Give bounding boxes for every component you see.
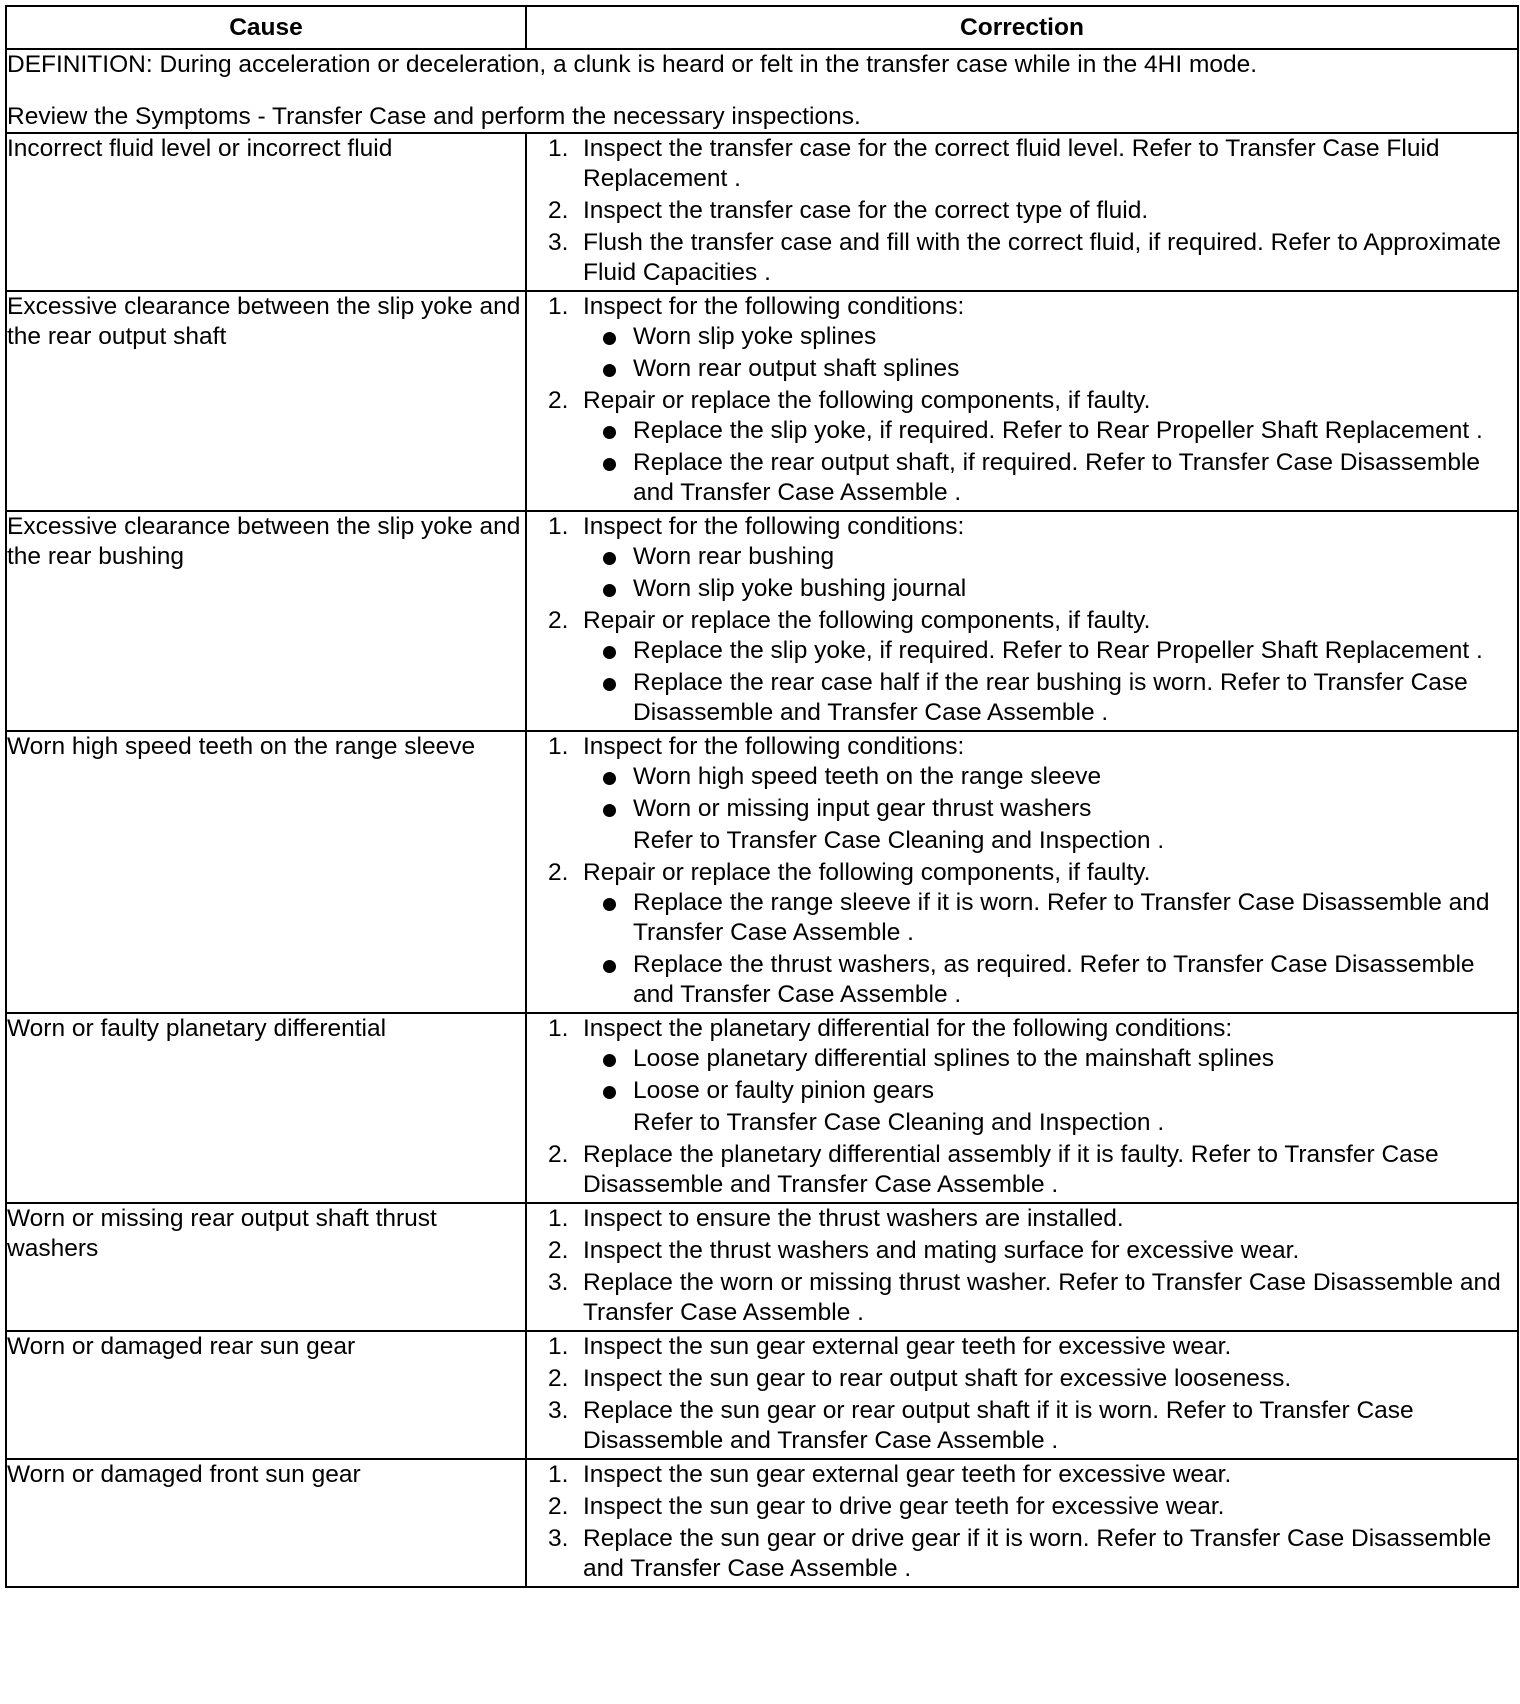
- step-text: Replace the sun gear or drive gear if it is worn. Refer to Transfer Case Disassemble and Transfer Case Assemble .: [583, 1525, 1492, 1582]
- bullet-icon: [603, 332, 616, 345]
- correction-cell: [526, 1459, 1518, 1587]
- condition-list: [583, 322, 1517, 384]
- correction-cell: [526, 511, 1518, 731]
- bullet-icon: [603, 960, 616, 973]
- correction-step: [527, 196, 1517, 226]
- step-number: 2.: [548, 607, 569, 634]
- step-text: Replace the worn or missing thrust washer. Refer to Transfer Case Disassemble and Transfer Case Assemble .: [583, 1269, 1501, 1326]
- bullet-text: Replace the thrust washers, as required. Refer to Transfer Case Disassemble and Transfer Case Assemble .: [633, 951, 1475, 1008]
- step-text: Inspect for the following conditions:: [583, 293, 965, 320]
- correction-step: [527, 292, 1517, 384]
- bullet-text: Worn rear bushing: [633, 543, 835, 570]
- correction-step: [527, 732, 1517, 856]
- condition-list: [583, 888, 1517, 1010]
- step-text: Repair or replace the following components, if faulty.: [583, 859, 1151, 886]
- bullet-text: Worn or missing input gear thrust washers: [633, 795, 1092, 822]
- bullet-text: Replace the slip yoke, if required. Refer to Rear Propeller Shaft Replacement .: [633, 637, 1483, 664]
- bullet-text: Replace the rear case half if the rear bushing is worn. Refer to Transfer Case Disassemble and Transfer Case Assemble .: [633, 669, 1468, 726]
- definition-cell: [6, 49, 1518, 133]
- step-number: 1.: [548, 135, 569, 162]
- bullet-icon: [603, 552, 616, 565]
- step-number: 2.: [548, 1141, 569, 1168]
- step-number: 3.: [548, 229, 569, 256]
- cause-cell: Worn or damaged front sun gear: [6, 1459, 526, 1587]
- cause-cell: Excessive clearance between the slip yoke and the rear bushing: [6, 511, 526, 731]
- step-text: Flush the transfer case and fill with the correct fluid, if required. Refer to Approximate Fluid Capacities .: [583, 229, 1501, 286]
- correction-cell: [526, 133, 1518, 291]
- definition-row: [6, 49, 1518, 133]
- table-row: [6, 511, 1518, 731]
- list-item: [583, 354, 1517, 384]
- correction-steps: [527, 1204, 1517, 1328]
- bullet-text: Replace the slip yoke, if required. Refer to Rear Propeller Shaft Replacement .: [633, 417, 1483, 444]
- step-number: 1.: [548, 293, 569, 320]
- correction-steps: [527, 512, 1517, 728]
- table-row: [6, 291, 1518, 511]
- step-number: 1.: [548, 1461, 569, 1488]
- correction-step: [527, 1492, 1517, 1522]
- reference-note: Refer to Transfer Case Cleaning and Inspection .: [633, 827, 1165, 854]
- bullet-icon: [603, 1086, 616, 1099]
- step-number: 1.: [548, 1015, 569, 1042]
- bullet-text: Replace the range sleeve if it is worn. Refer to Transfer Case Disassemble and Transfer Case Assemble .: [633, 889, 1490, 946]
- step-number: 2.: [548, 1493, 569, 1520]
- list-item: [583, 636, 1517, 666]
- bullet-text: Worn slip yoke bushing journal: [633, 575, 967, 602]
- correction-step: [527, 512, 1517, 604]
- correction-steps: [527, 1460, 1517, 1584]
- step-text: Inspect the sun gear external gear teeth for excessive wear.: [583, 1461, 1232, 1488]
- cause-cell: Incorrect fluid level or incorrect fluid: [6, 133, 526, 291]
- step-text: Repair or replace the following components, if faulty.: [583, 387, 1151, 414]
- step-text: Inspect the sun gear external gear teeth for excessive wear.: [583, 1333, 1232, 1360]
- correction-step: [527, 134, 1517, 194]
- correction-step: [527, 1268, 1517, 1328]
- correction-step: [527, 1332, 1517, 1362]
- list-item: [583, 448, 1517, 508]
- step-text: Replace the sun gear or rear output shaft if it is worn. Refer to Transfer Case Disassemble and Transfer Case Assemble .: [583, 1397, 1414, 1454]
- bullet-text: Worn slip yoke splines: [633, 323, 877, 350]
- step-text: Inspect the thrust washers and mating surface for excessive wear.: [583, 1237, 1300, 1264]
- correction-cell: [526, 1013, 1518, 1203]
- table-row: [6, 1459, 1518, 1587]
- cause-cell: Worn high speed teeth on the range sleeve: [6, 731, 526, 1013]
- bullet-text: Worn high speed teeth on the range sleeve: [633, 763, 1102, 790]
- step-number: 1.: [548, 1333, 569, 1360]
- table-row: [6, 731, 1518, 1013]
- condition-list: [583, 416, 1517, 508]
- step-text: Replace the planetary differential assembly if it is faulty. Refer to Transfer Case Disassemble and Transfer Case Assemble .: [583, 1141, 1439, 1198]
- list-item: [583, 542, 1517, 572]
- table-row: [6, 1203, 1518, 1331]
- list-item: [583, 416, 1517, 446]
- step-number: 2.: [548, 197, 569, 224]
- correction-steps: [527, 134, 1517, 288]
- step-text: Inspect for the following conditions:: [583, 513, 965, 540]
- diagnostic-table: [5, 5, 1519, 1588]
- correction-header: Correction: [526, 6, 1518, 49]
- bullet-icon: [603, 364, 616, 377]
- correction-steps: [527, 1014, 1517, 1200]
- table-row: [6, 1331, 1518, 1459]
- step-text: Repair or replace the following components, if faulty.: [583, 607, 1151, 634]
- correction-step: [527, 1140, 1517, 1200]
- cause-cell: Excessive clearance between the slip yoke and the rear output shaft: [6, 291, 526, 511]
- bullet-icon: [603, 584, 616, 597]
- condition-list: [583, 636, 1517, 728]
- bullet-icon: [603, 898, 616, 911]
- correction-step: [527, 858, 1517, 1010]
- correction-cell: [526, 1203, 1518, 1331]
- list-item: [583, 794, 1517, 824]
- correction-step: [527, 1204, 1517, 1234]
- correction-step: [527, 1460, 1517, 1490]
- bullet-icon: [603, 646, 616, 659]
- correction-cell: [526, 291, 1518, 511]
- step-number: 2.: [548, 1365, 569, 1392]
- condition-list: [583, 1044, 1517, 1106]
- correction-steps: [527, 1332, 1517, 1456]
- correction-step: [527, 1364, 1517, 1394]
- correction-step: [527, 228, 1517, 288]
- correction-step: [527, 1014, 1517, 1138]
- step-number: 3.: [548, 1269, 569, 1296]
- correction-step: [527, 606, 1517, 728]
- list-item: [583, 668, 1517, 728]
- step-text: Inspect to ensure the thrust washers are installed.: [583, 1205, 1124, 1232]
- step-number: 2.: [548, 1237, 569, 1264]
- list-item: [583, 574, 1517, 604]
- correction-step: [527, 1396, 1517, 1456]
- bullet-icon: [603, 772, 616, 785]
- condition-list: [583, 762, 1517, 824]
- step-text: Inspect the planetary differential for the following conditions:: [583, 1015, 1233, 1042]
- table-row: [6, 1013, 1518, 1203]
- step-text: Inspect the transfer case for the correct fluid level. Refer to Transfer Case Fluid Replacement .: [583, 135, 1440, 192]
- cause-cell: Worn or missing rear output shaft thrust washers: [6, 1203, 526, 1331]
- list-item: [583, 1044, 1517, 1074]
- step-number: 1.: [548, 1205, 569, 1232]
- document-page: [5, 5, 1517, 1588]
- step-number: 2.: [548, 387, 569, 414]
- cause-header: Cause: [6, 6, 526, 49]
- correction-steps: [527, 732, 1517, 1010]
- step-number: 3.: [548, 1397, 569, 1424]
- list-item: [583, 1076, 1517, 1106]
- correction-step: [527, 1524, 1517, 1584]
- bullet-text: Loose planetary differential splines to the mainshaft splines: [633, 1045, 1275, 1072]
- bullet-text: Loose or faulty pinion gears: [633, 1077, 934, 1104]
- list-item: [583, 322, 1517, 352]
- correction-cell: [526, 1331, 1518, 1459]
- table-header-row: [6, 6, 1518, 49]
- step-text: Inspect the sun gear to drive gear teeth for excessive wear.: [583, 1493, 1225, 1520]
- table-row: [6, 133, 1518, 291]
- step-number: 1.: [548, 513, 569, 540]
- list-item: [583, 762, 1517, 792]
- review-text: Review the Symptoms - Transfer Case and perform the necessary inspections.: [7, 103, 861, 130]
- bullet-icon: [603, 678, 616, 691]
- condition-list: [583, 542, 1517, 604]
- step-number: 1.: [548, 733, 569, 760]
- step-text: Inspect for the following conditions:: [583, 733, 965, 760]
- correction-step: [527, 386, 1517, 508]
- correction-step: [527, 1236, 1517, 1266]
- cause-cell: Worn or damaged rear sun gear: [6, 1331, 526, 1459]
- bullet-icon: [603, 458, 616, 471]
- reference-note: Refer to Transfer Case Cleaning and Inspection .: [633, 1109, 1165, 1136]
- step-text: Inspect the sun gear to rear output shaft for excessive looseness.: [583, 1365, 1292, 1392]
- list-item: [583, 950, 1517, 1010]
- step-number: 2.: [548, 859, 569, 886]
- correction-steps: [527, 292, 1517, 508]
- bullet-icon: [603, 1054, 616, 1067]
- definition-text: DEFINITION: During acceleration or deceleration, a clunk is heard or felt in the transfer case while in the 4HI mode.: [7, 51, 1258, 78]
- bullet-text: Replace the rear output shaft, if required. Refer to Transfer Case Disassemble and Transfer Case Assemble .: [633, 449, 1481, 506]
- cause-cell: Worn or faulty planetary differential: [6, 1013, 526, 1203]
- correction-cell: [526, 731, 1518, 1013]
- step-text: Inspect the transfer case for the correct type of fluid.: [583, 197, 1149, 224]
- bullet-text: Worn rear output shaft splines: [633, 355, 960, 382]
- step-number: 3.: [548, 1525, 569, 1552]
- list-item: [583, 888, 1517, 948]
- bullet-icon: [603, 804, 616, 817]
- bullet-icon: [603, 426, 616, 439]
- table-body: [6, 49, 1518, 1587]
